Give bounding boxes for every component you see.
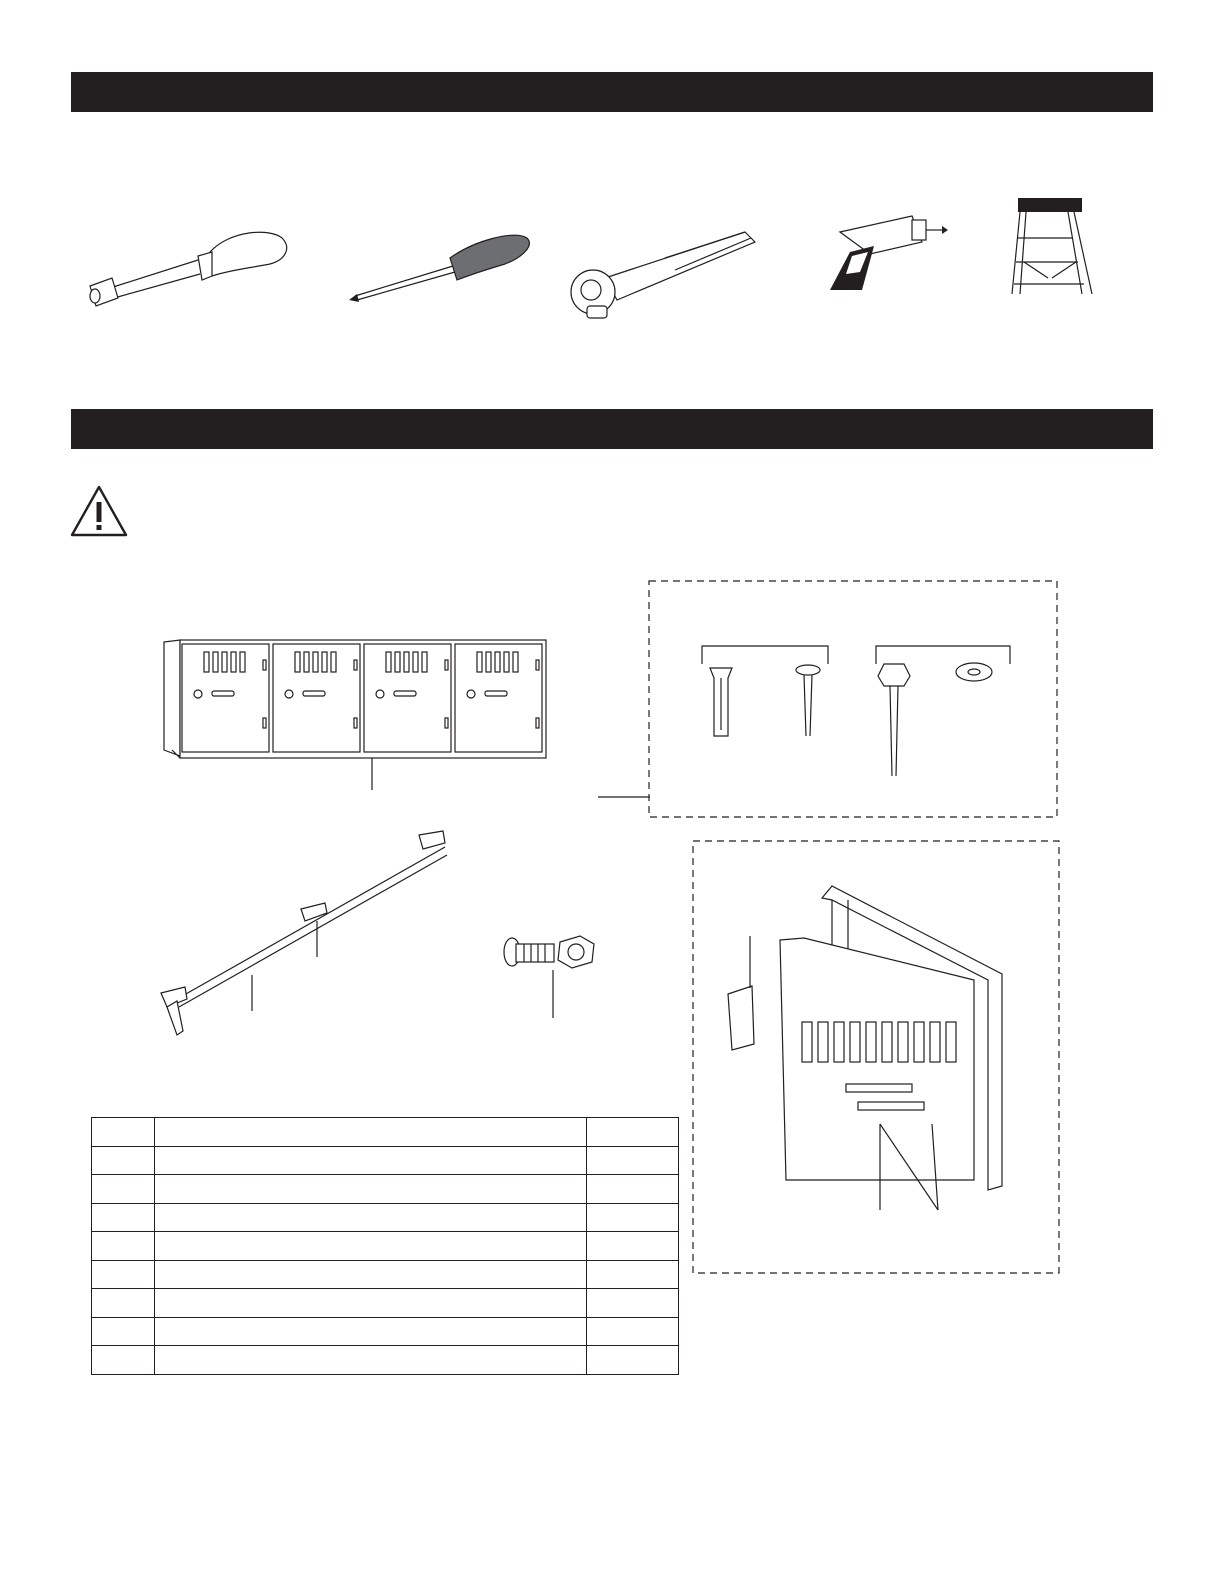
- table-row: [92, 1175, 679, 1204]
- leader-line: [598, 796, 650, 800]
- power-drill-icon: [830, 212, 960, 302]
- hardware-kit-box: [648, 580, 1060, 820]
- ratchet-wrench-icon: [565, 228, 765, 328]
- bolt-and-nut-illustration: [500, 930, 610, 1030]
- step-ladder-icon: [1012, 198, 1102, 298]
- table-row: [92, 1317, 679, 1346]
- nut-driver-icon: [80, 220, 300, 310]
- phillips-screwdriver-icon: [345, 230, 545, 310]
- table-row: [92, 1346, 679, 1375]
- table-row: [92, 1232, 679, 1261]
- warning-triangle-icon: [70, 485, 128, 537]
- table-row: [92, 1289, 679, 1318]
- table-row: [92, 1260, 679, 1289]
- mounting-rail-illustration: [155, 835, 455, 1055]
- table-row: [92, 1118, 679, 1147]
- table-row: [92, 1203, 679, 1232]
- table-row: [92, 1146, 679, 1175]
- parts-table: [91, 1117, 679, 1375]
- parts-section-header: [71, 409, 1153, 449]
- tools-section-header: [71, 72, 1153, 112]
- lock-detail-box: [692, 840, 1062, 1276]
- locker-bank-illustration: [162, 638, 562, 798]
